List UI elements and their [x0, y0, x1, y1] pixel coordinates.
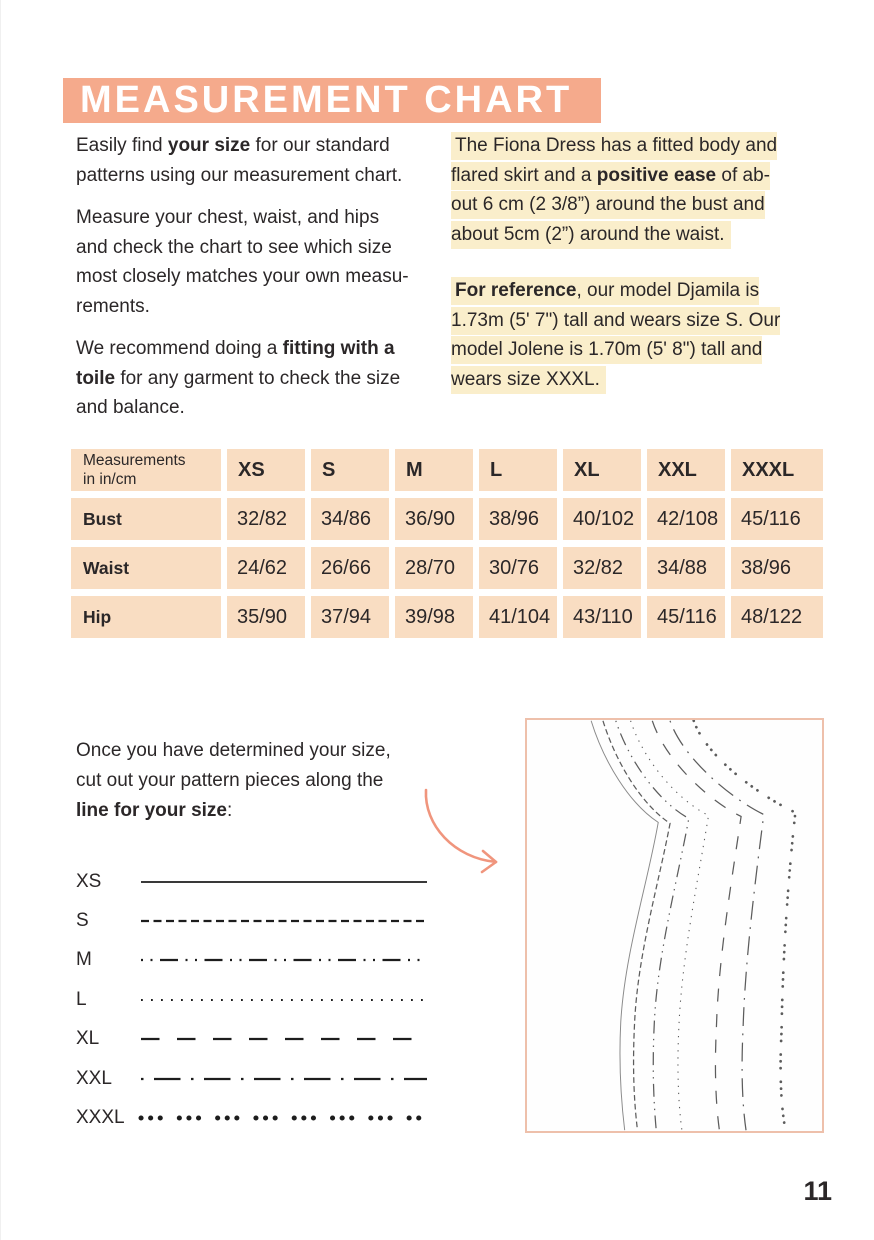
- cutting-instructions: Once you have determined your size, cut out your pattern pieces along the line for your size:: [76, 740, 391, 821]
- size-column-header: XS: [227, 449, 305, 491]
- highlighted-paragraph: [451, 276, 831, 394]
- legend-size-label: L: [76, 988, 87, 1010]
- legend-size-label: XS: [76, 870, 102, 892]
- measurement-cell: 34/88: [647, 547, 725, 589]
- page-title: MEASUREMENT CHART: [63, 78, 601, 123]
- legend-size-label: M: [76, 949, 92, 971]
- pattern-size-lines: [527, 720, 822, 1131]
- size-column-header: XXL: [647, 449, 725, 491]
- size-column-header: XL: [563, 449, 641, 491]
- size-column-header: L: [479, 449, 557, 491]
- legend-size-label: XXL: [76, 1067, 112, 1089]
- pattern-cut-line-s: [603, 721, 670, 1130]
- legend-line-sample-s: [138, 915, 430, 927]
- measurement-cell: 39/98: [395, 596, 473, 638]
- size-column-header: M: [395, 449, 473, 491]
- measurement-cell: 32/82: [227, 498, 305, 540]
- legend-line-sample-l: [138, 994, 430, 1006]
- legend-line-sample-xs: [138, 876, 430, 888]
- measurement-cell: 48/122: [731, 596, 823, 638]
- intro-paragraph: Easily find your size for our standard patterns using our measurement chart.: [76, 135, 403, 186]
- measurement-cell: 36/90: [395, 498, 473, 540]
- highlighted-paragraph: [451, 131, 831, 249]
- pattern-cut-line-xl: [652, 721, 741, 1130]
- legend-line-sample-xxxl: [138, 1112, 430, 1124]
- intro-right-column: [451, 131, 831, 421]
- intro-paragraph: Measure your chest, waist, and hips and check the chart to see which size most closely matches your own measu- rements.: [76, 207, 409, 317]
- highlight-text: For reference, our model Djamila is 1.73m (5' 7") tall and wears size S. Our model Jolene is 1.70m (5' 8") tall and wears size XXXL.: [451, 277, 780, 394]
- measurement-cell: 45/116: [731, 498, 823, 540]
- pattern-cut-line-l: [631, 721, 709, 1130]
- pattern-cut-line-xs: [591, 721, 658, 1130]
- size-table: [65, 442, 829, 645]
- measurement-cell: 24/62: [227, 547, 305, 589]
- measurement-cell: 26/66: [311, 547, 389, 589]
- legend-row: [76, 1059, 438, 1098]
- measurements-unit-header: Measurements in in/cm: [71, 449, 221, 491]
- measurement-cell: 38/96: [731, 547, 823, 589]
- measurement-row-label: Bust: [71, 498, 221, 540]
- measurement-cell: 43/110: [563, 596, 641, 638]
- legend-row: [76, 1020, 438, 1059]
- intro-left-column: [76, 131, 448, 436]
- legend-line-sample-m: [138, 954, 430, 966]
- highlight-text: The Fiona Dress has a fitted body and flared skirt and a positive ease of ab- out 6 cm (2 3/8”) around the bust and about 5cm (2”) around the waist.: [451, 132, 777, 249]
- pattern-cut-line-m: [616, 721, 689, 1130]
- measurement-cell: 32/82: [563, 547, 641, 589]
- legend-row: [76, 941, 438, 980]
- measurement-cell: 37/94: [311, 596, 389, 638]
- pattern-cut-line-xxxl: [694, 721, 796, 1130]
- legend-size-label: XXXL: [76, 1107, 125, 1129]
- legend-row: [76, 980, 438, 1019]
- measurement-cell: 42/108: [647, 498, 725, 540]
- size-column-header: S: [311, 449, 389, 491]
- measurement-row-label: Hip: [71, 596, 221, 638]
- measurement-cell: 45/116: [647, 596, 725, 638]
- pattern-piece-diagram: [525, 718, 824, 1133]
- measurement-row-label: Waist: [71, 547, 221, 589]
- legend-line-sample-xxl: [138, 1073, 430, 1085]
- legend-line-sample-xl: [138, 1033, 430, 1045]
- size-column-header: XXXL: [731, 449, 823, 491]
- legend-size-label: XL: [76, 1028, 100, 1050]
- measurement-cell: 34/86: [311, 498, 389, 540]
- measurement-cell: 40/102: [563, 498, 641, 540]
- page-number: 11: [803, 1176, 832, 1206]
- legend-size-label: S: [76, 910, 89, 932]
- table-row: [71, 498, 823, 540]
- table-row: [71, 596, 823, 638]
- measurement-cell: 28/70: [395, 547, 473, 589]
- size-line-legend: [76, 862, 438, 1138]
- legend-row: [76, 862, 438, 901]
- measurement-cell: 35/90: [227, 596, 305, 638]
- intro-paragraph: We recommend doing a fitting with a toile for any garment to check the size and balance.: [76, 338, 401, 418]
- table-row: [71, 547, 823, 589]
- size-table-body: [71, 498, 823, 638]
- measurement-cell: 41/104: [479, 596, 557, 638]
- measurement-cell: 30/76: [479, 547, 557, 589]
- measurement-cell: 38/96: [479, 498, 557, 540]
- pattern-cut-line-xxl: [670, 721, 764, 1130]
- size-table-header: [71, 449, 823, 491]
- legend-row: [76, 901, 438, 940]
- legend-row: [76, 1098, 438, 1137]
